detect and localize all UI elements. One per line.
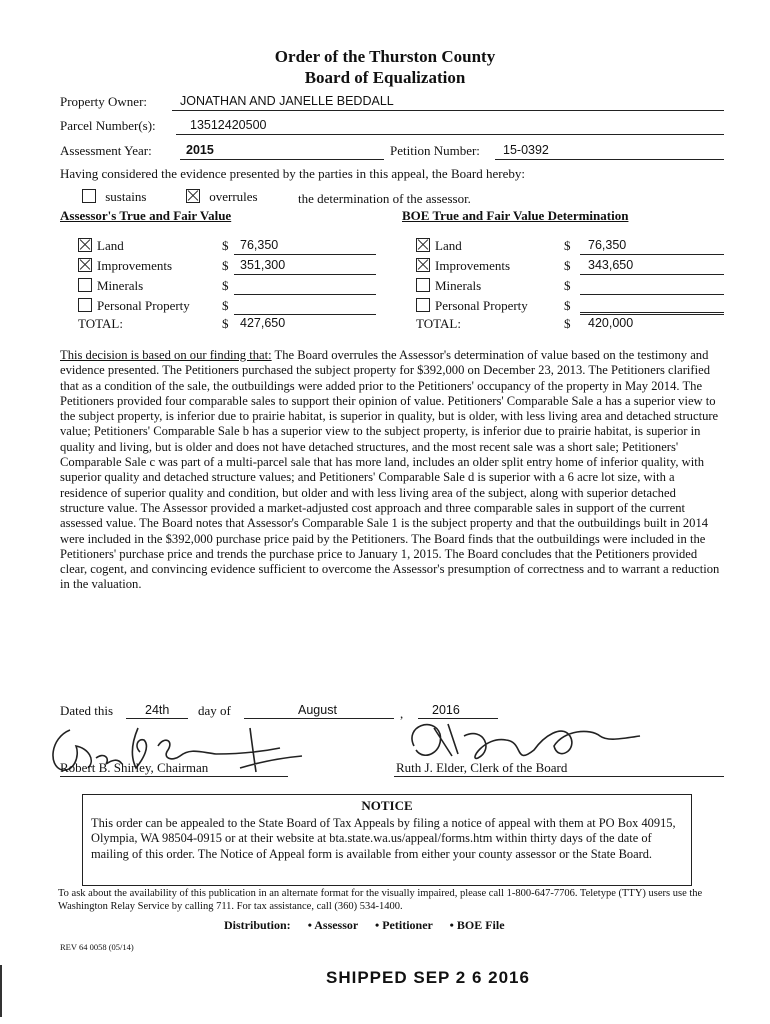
shipped-stamp: SHIPPED SEP 2 6 2016 [326, 968, 530, 987]
boe-total-currency: $ [564, 316, 571, 331]
boe-row-improvements [416, 258, 510, 274]
assessor-checkbox [78, 238, 92, 252]
property-owner-label: Property Owner: [60, 94, 148, 109]
assessor-row-minerals [78, 278, 143, 294]
accessibility-text: To ask about the availability of this publication in an alternate format for the visually impaired, please call 1-800-647-7706. Teletype (TTY) users use the Washington Relay Service by calling 711. For tax assistance, call (360) 534-1400. [58, 888, 703, 912]
boe-currency: $ [564, 298, 571, 313]
boe-value: 343,650 [588, 258, 634, 272]
assessor-total-value: 427,650 [240, 316, 286, 330]
petition-label: Petition Number: [390, 143, 480, 158]
assessor-value: 351,300 [240, 258, 286, 272]
overrules-label: overrules [209, 189, 258, 204]
distribution-boe-file: • BOE File [449, 918, 505, 932]
assessor-row-personal-property [78, 298, 190, 314]
boe-row-label: Personal Property [435, 298, 528, 313]
year-value: 2016 [432, 703, 460, 717]
assessor-value-line [234, 294, 376, 295]
notice-body: This order can be appealed to the State Board of Tax Appeals by filing a notice of appeal with them at PO Box 40915, Olympia, WA 98504-0915 or at their website at bta.state.wa.us/appeal/forms.htm within thirty days of the date of mailing of this order. The Notice of Appeal form is available from either your county assessor or the State Board. [91, 816, 676, 861]
chairman-label: Robert B. Shirley, Chairman [60, 760, 209, 775]
assessor-row-label: Land [97, 238, 124, 253]
boe-total-line [580, 312, 724, 313]
assessor-checkbox [78, 258, 92, 272]
considered-text: Having considered the evidence presented by the parties in this appeal, the Board hereby: [60, 166, 525, 181]
assessor-row-land [78, 238, 124, 254]
boe-total-label: TOTAL: [416, 316, 461, 331]
month-value: August [298, 703, 337, 717]
boe-value-header: BOE True and Fair Value Determination [402, 208, 629, 223]
comma: , [400, 706, 404, 721]
clerk-label: Ruth J. Elder, Clerk of the Board [396, 760, 568, 775]
parcel-value: 13512420500 [190, 118, 267, 132]
assessor-total-currency: $ [222, 316, 229, 331]
boe-currency: $ [564, 238, 571, 253]
assessment-year-label: Assessment Year: [60, 143, 152, 158]
boe-row-minerals [416, 278, 481, 294]
distribution-assessor: • Assessor [307, 918, 359, 932]
sustains-checkbox [82, 189, 96, 203]
boe-total-value: 420,000 [588, 316, 634, 330]
assessor-value: 76,350 [240, 238, 279, 252]
boe-value: 76,350 [588, 238, 627, 252]
boe-checkbox [416, 298, 430, 312]
parcel-label: Parcel Number(s): [60, 118, 156, 133]
notice-box [82, 794, 692, 886]
overrules-option [186, 189, 258, 205]
assessor-currency: $ [222, 258, 229, 273]
boe-value-line [580, 314, 724, 315]
clerk-line [394, 776, 724, 777]
assessor-row-label: Minerals [97, 278, 144, 293]
boe-value-line [580, 294, 724, 295]
notice-title: NOTICE [361, 798, 413, 813]
day-value: 24th [145, 703, 170, 717]
property-owner-value: JONATHAN AND JANELLE BEDDALL [180, 94, 394, 108]
petition-line [495, 159, 724, 160]
rev-text: REV 64 0058 (05/14) [60, 942, 134, 952]
assessor-currency: $ [222, 278, 229, 293]
assessor-checkbox [78, 298, 92, 312]
boe-row-label: Improvements [435, 258, 511, 273]
determination-text: the determination of the assessor. [298, 191, 471, 206]
scan-edge-mark [0, 965, 2, 1017]
assessment-year-value: 2015 [186, 143, 214, 157]
order-title: Order of the Thurston County [274, 47, 496, 66]
assessor-value-line [234, 274, 376, 275]
assessor-checkbox [78, 278, 92, 292]
assessor-row-improvements [78, 258, 172, 274]
boe-currency: $ [564, 258, 571, 273]
boe-value-line [580, 274, 724, 275]
overrules-checkbox [186, 189, 200, 203]
day-of-label: day of [198, 703, 231, 718]
distribution-line [224, 918, 505, 933]
chairman-line [60, 776, 288, 777]
assessor-row-label: Personal Property [97, 298, 190, 313]
decision-body: The Board overrules the Assessor's determination of value based on the testimony and evidence presented. The Petitioners purchased the subject property for $392,000 on December 23, 2013. The Petitioners clarified that as a condition of the sale, the outbuildings were added prior to the Petitioners' occupancy of the property in May 2014. The Petitioners provided four comparable sales to support their opinion of value. Petitioners' Comparable Sale a has a superior view to the subject property, is inferior due to prairie habitat, is superior in quality, but is older, with less living area and detached structure value; Petitioners' Comparable Sale b has a superior view to the subject property, is inferior due to prairie habitat, is superior in quality and living, but is older and does not have detached structures, and the most recent sale was a short sale; Petitioners' Comparable Sale c was part of a multi-parcel sale that has more land, includes an older split entry home of inferior quality, with superior quality and detached structure values; and Petitioners' Comparable Sale d is superior with a 6 acre lot size, with a residence of superior quality and condition, but older and with less living area of the subject, along with superior detached structure value. The Assessor provided a market-adjusted cost approach and three comparable sales in support of the current assessed value. The Board notes that Assessor's Comparable Sale 1 is the subject property and that the outbuildings built in 2014 were included in the $392,000 purchase price paid by the Petitioners. The Board finds that the outbuildings were included in the Petitioners' purchase price and trends the purchase price to January 1, 2015. The Board concludes that the Petitioners provided clear, cogent, and convincing evidence sufficient to overcome the Assessor's presumption of correctness and to warrant a reduction in the valuation. [60, 348, 720, 592]
distribution-label: Distribution: [224, 918, 291, 932]
boe-checkbox [416, 238, 430, 252]
assessor-currency: $ [222, 238, 229, 253]
assessment-year-line [180, 159, 384, 160]
boe-row-label: Land [435, 238, 462, 253]
decision-paragraph [60, 348, 720, 593]
distribution-petitioner: • Petitioner [375, 918, 433, 932]
assessor-value-header: Assessor's True and Fair Value [60, 208, 232, 223]
decision-lead: This decision is based on our finding that: [60, 348, 272, 362]
assessor-currency: $ [222, 298, 229, 313]
boe-currency: $ [564, 278, 571, 293]
boe-checkbox [416, 258, 430, 272]
boe-row-personal-property [416, 298, 528, 314]
boe-row-label: Minerals [435, 278, 482, 293]
assessor-value-line [234, 254, 376, 255]
parcel-line [176, 134, 724, 135]
assessor-row-label: Improvements [97, 258, 173, 273]
assessor-value-line [234, 314, 376, 315]
petition-value: 15-0392 [503, 143, 549, 157]
boe-row-land [416, 238, 462, 254]
sustains-option [82, 189, 146, 205]
board-title: Board of Equalization [304, 68, 466, 87]
sustains-label: sustains [105, 189, 147, 204]
dated-this-label: Dated this [60, 703, 114, 718]
property-owner-line [172, 110, 724, 111]
boe-value-line [580, 254, 724, 255]
assessor-total-label: TOTAL: [78, 316, 123, 331]
boe-checkbox [416, 278, 430, 292]
